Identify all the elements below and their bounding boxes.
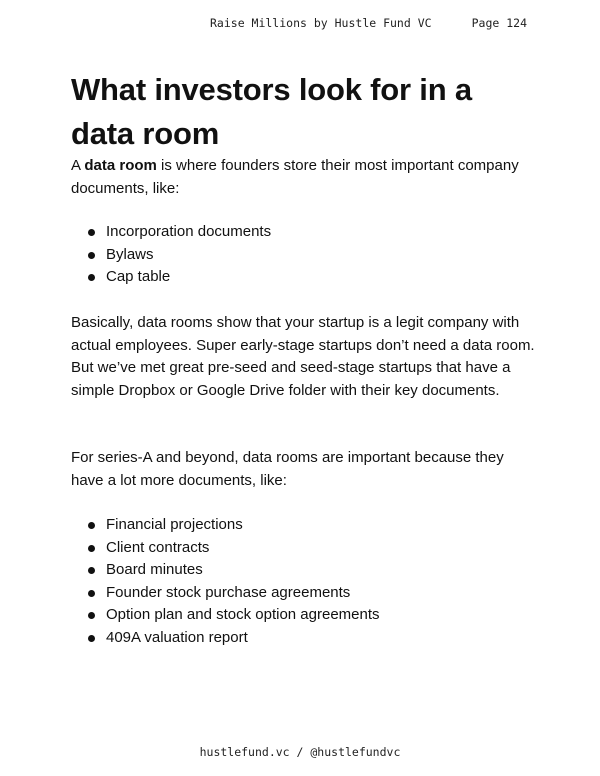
list-item: Cap table: [88, 266, 271, 289]
bullet-icon: [88, 590, 95, 597]
list-item: 409A valuation report: [88, 627, 380, 650]
body-paragraph-2: Basically, data rooms show that your startup is a legit company with actual employees. Super early-stage startups don’t need a data room. But we’ve met great pre-seed and seed-stage startups that have a simple Dropbox or Google Drive folder with their key documents.: [71, 314, 535, 399]
list-item: Client contracts: [88, 537, 380, 560]
bullet-icon: [88, 274, 95, 281]
book-title: Raise Millions by Hustle Fund VC: [210, 16, 432, 30]
list-item: Board minutes: [88, 559, 380, 582]
list-item: Founder stock purchase agreements: [88, 582, 380, 605]
document-list-basic: [88, 221, 271, 289]
body-paragraph-3: For series-A and beyond, data rooms are important because they have a lot more documents, like:: [71, 449, 504, 489]
list-item: Bylaws: [88, 244, 271, 267]
bullet-icon: [88, 229, 95, 236]
intro-prefix: A: [71, 157, 85, 174]
page-number: Page 124: [471, 16, 527, 30]
bullet-icon: [88, 612, 95, 619]
bullet-icon: [88, 252, 95, 259]
list-item: Option plan and stock option agreements: [88, 604, 380, 627]
intro-bold-term: data room: [84, 157, 157, 174]
intro-suffix: is where founders store their most important company documents, like:: [71, 157, 519, 197]
bullet-icon: [88, 635, 95, 642]
page-footer: hustlefund.vc / @hustlefundvc: [199, 745, 401, 759]
page-title: What investors look for in a data room: [71, 72, 472, 151]
bullet-icon: [88, 545, 95, 552]
bullet-icon: [88, 567, 95, 574]
list-item: Financial projections: [88, 514, 380, 537]
page-header: [0, 16, 600, 34]
bullet-icon: [88, 522, 95, 529]
list-item: Incorporation documents: [88, 221, 271, 244]
document-list-series-a: [88, 514, 380, 649]
intro-paragraph: [71, 155, 536, 200]
